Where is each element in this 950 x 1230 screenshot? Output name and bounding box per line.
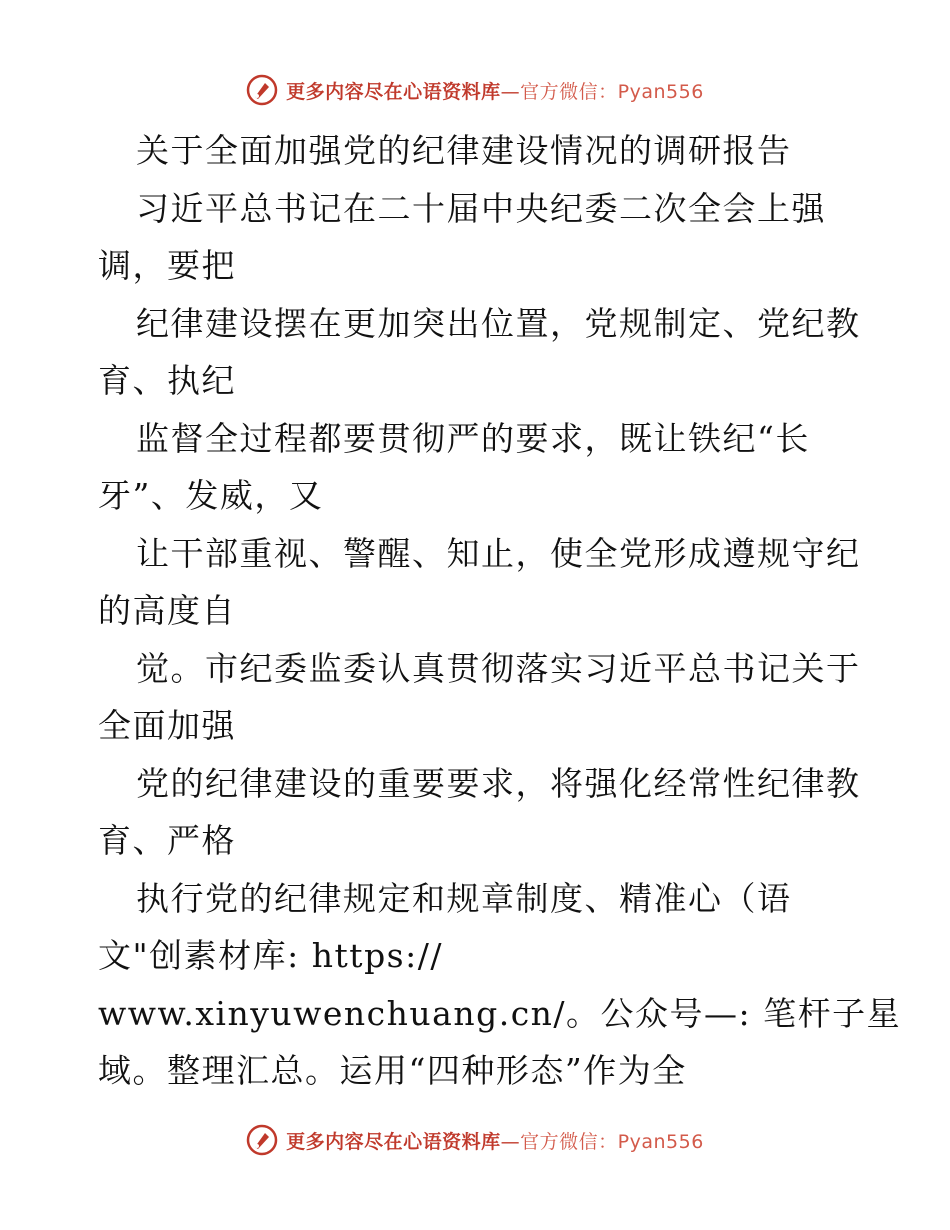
document-line: 觉。市纪委监委认真贯彻落实习近平总书记关于 — [136, 648, 861, 688]
document-line: 全面加强 — [98, 706, 236, 745]
document-line: 育、执纪 — [98, 361, 236, 400]
header-banner-main: 更多内容尽在心语资料库 — [286, 80, 501, 103]
document-line: 育、严格 — [98, 821, 236, 860]
document-line: 调，要把 — [98, 246, 236, 285]
document-line: 文"创素材库: https:// — [98, 936, 443, 975]
document-line: 习近平总书记在二十届中央纪委二次全会上强 — [136, 188, 826, 228]
header-banner-text — [286, 77, 704, 104]
document-line: 执行党的纪律规定和规章制度、精准心（语 — [136, 878, 792, 918]
footer-banner-text — [286, 1127, 704, 1154]
document-title: 关于全面加强党的纪律建设情况的调研报告 — [136, 131, 792, 170]
document-line: www.xinyuwenchuang.cn/。公众号—: 笔杆子星 — [98, 993, 902, 1033]
footer-banner-main: 更多内容尽在心语资料库 — [286, 1130, 501, 1153]
footer-banner — [0, 1120, 950, 1160]
footer-banner-dash: — — [500, 1130, 521, 1153]
document-line: 的高度自 — [98, 591, 236, 630]
document-line: 纪律建设摆在更加突出位置，党规制定、党纪教 — [136, 303, 861, 343]
header-banner — [0, 70, 950, 110]
header-banner-wechat: 官方微信：Pyan556 — [520, 80, 704, 103]
pen-nib-logo-icon — [246, 74, 278, 106]
header-banner-dash: — — [500, 80, 521, 103]
document-body — [98, 122, 902, 1100]
document-line: 牙”、发威，又 — [98, 476, 324, 515]
footer-banner-wechat: 官方微信：Pyan556 — [520, 1130, 704, 1153]
document-line: 让干部重视、警醒、知止，使全党形成遵规守纪 — [136, 533, 861, 573]
document-line: 监督全过程都要贯彻严的要求，既让铁纪“长 — [136, 418, 810, 458]
document-line: 党的纪律建设的重要要求，将强化经常性纪律教 — [136, 763, 861, 803]
pen-nib-logo-icon — [246, 1124, 278, 1156]
document-line: 域。整理汇总。运用“四种形态”作为全 — [98, 1051, 687, 1090]
